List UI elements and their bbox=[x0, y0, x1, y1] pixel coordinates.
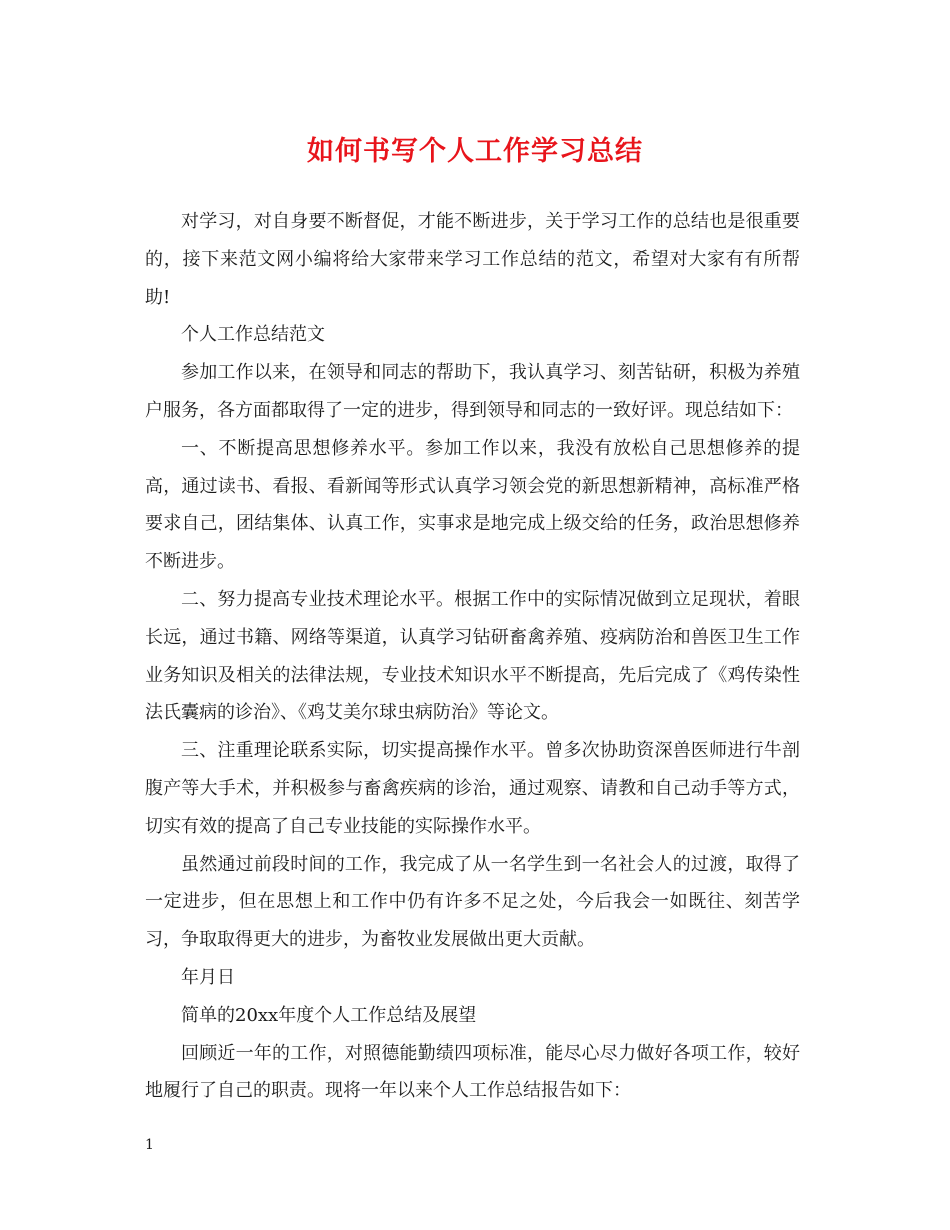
paragraph-review: 回顾近一年的工作，对照德能勤绩四项标准，能尽心尽力做好各项工作，较好地履行了自己的职责。现将一年以来个人工作总结报告如下： bbox=[145, 1042, 800, 1102]
paragraph-point-one: 一、不断提高思想修养水平。参加工作以来，我没有放松自己思想修养的提高，通过读书、看报、看新闻等形式认真学习领会党的新思想新精神，高标准严格要求自己，团结集体、认真工作，实事求是地完成上级交给的任务，政治思想修养不断进步。 bbox=[145, 437, 800, 573]
paragraph-section-heading: 个人工作总结范文 bbox=[181, 324, 325, 346]
page-number: 1 bbox=[145, 1137, 154, 1153]
document-body bbox=[145, 203, 800, 1110]
paragraph-conclusion: 虽然通过前段时间的工作，我完成了从一名学生到一名社会人的过渡，取得了一定进步，但在思想上和工作中仍有许多不足之处，今后我会一如既往、刻苦学习，争取取得更大的进步，为畜牧业发展做出更大贡献。 bbox=[145, 853, 800, 951]
paragraph-summary-opening: 参加工作以来，在领导和同志的帮助下，我认真学习、刻苦钻研，积极为养殖户服务，各方面都取得了一定的进步，得到领导和同志的一致好评。现总结如下： bbox=[145, 362, 800, 421]
paragraph-date: 年月日 bbox=[181, 966, 235, 988]
paragraph-second-heading: 简单的20xx年度个人工作总结及展望 bbox=[181, 1004, 477, 1026]
paragraph-point-three: 三、注重理论联系实际，切实提高操作水平。曾多次协助资深兽医师进行牛剖腹产等大手术，并积极参与畜禽疾病的诊治，通过观察、请教和自己动手等方式，切实有效的提高了自己专业技能的实际操作水平。 bbox=[145, 740, 800, 837]
paragraph-intro: 对学习，对自身要不断督促，才能不断进步，关于学习工作的总结也是很重要的，接下来范文网小编将给大家带来学习工作总结的范文，希望对大家有有所帮助! bbox=[145, 211, 800, 308]
page-title: 如何书写个人工作学习总结 bbox=[307, 136, 643, 167]
paragraph-point-two: 二、努力提高专业技术理论水平。根据工作中的实际情况做到立足现状，着眼长远，通过书籍、网络等渠道，认真学习钻研畜禽养殖、疫病防治和兽医卫生工作业务知识及相关的法律法规，专业技术知识水平不断提高，先后完成了《鸡传染性法氏囊病的诊治》、《鸡艾美尔球虫病防治》等论文。 bbox=[145, 588, 800, 724]
